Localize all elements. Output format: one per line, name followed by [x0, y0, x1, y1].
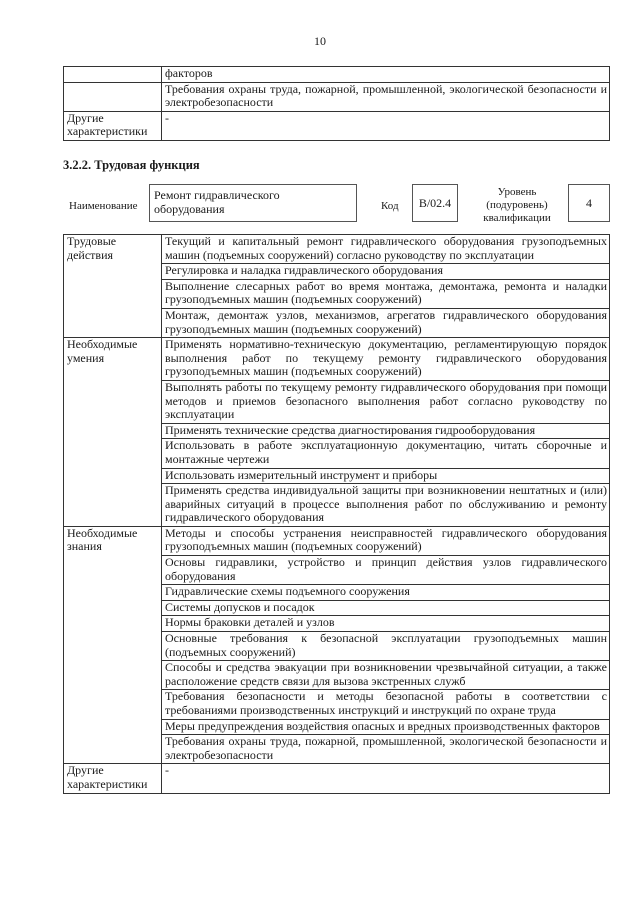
- table-row: [64, 111, 610, 140]
- level-label: Уровень (подуровень) квалификации: [483, 186, 551, 224]
- group-item: Регулировка и наладка гидравлического оборудования: [162, 264, 610, 280]
- row-text: -: [162, 111, 610, 140]
- row-text: факторов: [162, 67, 610, 83]
- group-item: Выполнение слесарных работ во время монтажа, демонтажа, ремонта и наладки грузоподъемных машин (подъемных сооружений): [162, 279, 610, 308]
- level-value: 4: [568, 184, 610, 222]
- group-item: Основы гидравлики, устройство и принцип действия узлов гидравлического оборудования: [162, 556, 610, 585]
- group-label: Необходимые знания: [64, 526, 162, 764]
- group-item: Нормы браковки деталей и узлов: [162, 616, 610, 632]
- group-item: Текущий и капитальный ремонт гидравлического оборудования грузоподъемных машин (подъемных сооружений) согласно руководству по эксплуатации: [162, 235, 610, 264]
- name-value: Ремонт гидравлического оборудования: [149, 184, 357, 222]
- group-item: Монтаж, демонтаж узлов, механизмов, агрегатов гидравлического оборудования грузоподъемных машин (подъемных сооружений): [162, 308, 610, 337]
- group-item: Применять технические средства диагностирования гидрооборудования: [162, 423, 610, 439]
- group-item: Методы и способы устранения неисправностей гидравлического оборудования грузоподъемных машин (подъемных сооружений): [162, 526, 610, 555]
- function-header: [63, 184, 610, 226]
- group-item: -: [162, 764, 610, 793]
- labor-function-table: [63, 234, 610, 794]
- row-label: [64, 67, 162, 83]
- table-row: [64, 82, 610, 111]
- group-item: Гидравлические схемы подъемного сооружения: [162, 585, 610, 601]
- group-item: Способы и средства эвакуации при возникновении чрезвычайной ситуации, а также расположение средств связи для вызова экстренных служб: [162, 661, 610, 690]
- row-label: Другие характеристики: [64, 111, 162, 140]
- page-number: 10: [314, 34, 326, 48]
- table-row: [64, 338, 610, 381]
- group-item: Использовать измерительный инструмент и приборы: [162, 468, 610, 484]
- group-item: Использовать в работе эксплуатационную документацию, читать сборочные и монтажные чертежи: [162, 439, 610, 468]
- group-item: Требования безопасности и методы безопасной работы в соответствии с требованиями производственных инструкций и инструкций по охране труда: [162, 690, 610, 719]
- row-text: Требования охраны труда, пожарной, промышленной, экологической безопасности и электробезопасности: [162, 82, 610, 111]
- group-item: Системы допусков и посадок: [162, 600, 610, 616]
- group-item: Основные требования к безопасной эксплуатации грузоподъемных машин (подъемных сооружений): [162, 632, 610, 661]
- top-continuation-table: [63, 66, 610, 141]
- group-label: Трудовые действия: [64, 235, 162, 338]
- table-row: [64, 235, 610, 264]
- table-row: [64, 526, 610, 555]
- table-row: [64, 67, 610, 83]
- group-item: Меры предупреждения воздействия опасных и вредных производственных факторов: [162, 719, 610, 735]
- code-label: Код: [381, 200, 399, 212]
- group-item: Применять нормативно-техническую документацию, регламентирующую порядок выполнения работ по текущему ремонту гидравлического оборудования грузоподъемных машин (подъемных сооружений): [162, 338, 610, 381]
- code-value: B/02.4: [412, 184, 458, 222]
- group-item: Требования охраны труда, пожарной, промышленной, экологической безопасности и электробезопасности: [162, 735, 610, 764]
- row-label: [64, 82, 162, 111]
- section-heading: 3.2.2. Трудовая функция: [63, 158, 200, 172]
- group-label: Необходимые умения: [64, 338, 162, 527]
- table-row: [64, 764, 610, 793]
- group-label: Другие характеристики: [64, 764, 162, 793]
- group-item: Выполнять работы по текущему ремонту гидравлического оборудования при помощи методов и приемов безопасного выполнения работ согласно руководству по эксплуатации: [162, 380, 610, 423]
- name-label: Наименование: [69, 200, 138, 212]
- group-item: Применять средства индивидуальной защиты при возникновении нештатных и (или) аварийных ситуаций в процессе выполнения работ по обслуживанию и ремонту гидравлического оборудования: [162, 484, 610, 527]
